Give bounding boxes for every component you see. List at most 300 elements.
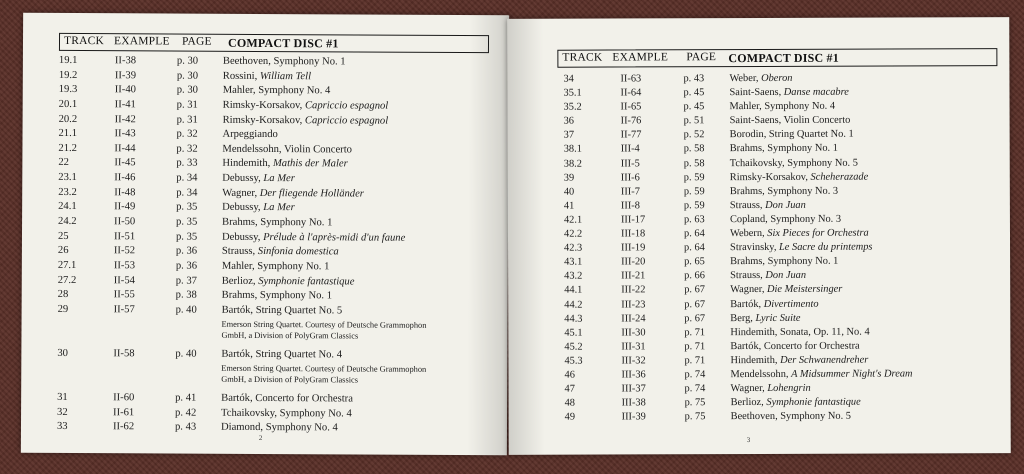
- composer-and-work: Beethoven, Symphony No. 5: [730, 410, 852, 423]
- work-title-italic: Symphonie fantastique: [766, 396, 861, 409]
- page-ref: p. 59: [683, 185, 705, 198]
- table-header: [557, 48, 997, 68]
- example-number: II-55: [113, 289, 135, 301]
- table-row: [564, 284, 1004, 300]
- example-number: II-40: [114, 84, 136, 96]
- page-ref: p. 31: [176, 114, 198, 126]
- example-number: II-77: [620, 129, 642, 141]
- example-number: II-58: [113, 348, 135, 360]
- work-title: [731, 383, 811, 394]
- track-number: 42.3: [564, 242, 583, 254]
- example-number: III-5: [620, 157, 640, 170]
- example-number: III-32: [621, 355, 646, 367]
- track-number: 24.2: [58, 215, 77, 228]
- composer-and-work: Saint-Saens,: [729, 87, 784, 99]
- table-row: [565, 410, 1005, 426]
- composer-and-work: Debussy,: [221, 231, 264, 243]
- track-number: 19.2: [58, 69, 78, 81]
- work-title: [221, 349, 342, 361]
- work-title: [730, 354, 868, 365]
- page-ref: p. 67: [684, 284, 705, 296]
- table-row: [564, 368, 1004, 384]
- work-title: [730, 312, 800, 323]
- example-number: III-20: [621, 256, 646, 268]
- table-row: [564, 199, 1004, 215]
- page-ref: p. 67: [684, 298, 706, 310]
- table-row: [564, 171, 1004, 187]
- work-title: [730, 115, 851, 126]
- page-ref: p. 59: [683, 171, 705, 183]
- composer-and-work: Bartók,: [730, 298, 764, 310]
- work-title: [729, 87, 848, 98]
- composer-and-work: Arpeggiando: [222, 128, 278, 141]
- work-title: [223, 114, 389, 126]
- page-ref: p. 30: [176, 70, 199, 82]
- work-title: [730, 101, 836, 112]
- work-title: [221, 393, 353, 405]
- track-number: 24.1: [58, 201, 77, 213]
- work-title: [222, 144, 352, 156]
- track-number: 32: [57, 406, 68, 418]
- work-title-italic: Oberon: [761, 72, 793, 84]
- example-number: II-52: [113, 245, 136, 257]
- work-title-italic: Symphonie fantastique: [258, 275, 355, 288]
- example-number: III-19: [621, 242, 646, 254]
- work-title-italic: Capriccio espagnol: [304, 114, 389, 127]
- work-title-italic: Danse macabre: [783, 86, 849, 99]
- composer-and-work: Strauss,: [729, 199, 766, 211]
- example-number: II-50: [114, 216, 136, 228]
- example-number: II-54: [113, 274, 135, 286]
- work-title: [730, 200, 806, 211]
- example-number: III-36: [621, 369, 646, 381]
- composer-and-work: Mahler, Symphony No. 1: [221, 260, 330, 273]
- composer-and-work: Rimsky-Korsakov,: [222, 114, 305, 126]
- track-number: 33: [56, 421, 68, 433]
- example-number: II-41: [114, 99, 136, 111]
- example-number: II-63: [620, 73, 642, 85]
- page-ref: p. 52: [683, 129, 705, 141]
- composer-and-work: Mahler, Symphony No. 4: [729, 100, 836, 113]
- page-ref: p. 45: [683, 101, 705, 113]
- track-number: 45.3: [564, 355, 583, 367]
- work-title: [730, 326, 869, 337]
- work-title-italic: Die Meistersinger: [766, 284, 843, 296]
- page-ref: p. 37: [175, 275, 197, 287]
- composer-and-work: Bartók, String Quartet No. 5: [221, 304, 343, 317]
- work-title-italic: Divertimento: [763, 298, 819, 310]
- composer-and-work: Hindemith, Sonata, Op. 11, No. 4: [730, 326, 870, 338]
- track-number: 28: [57, 289, 69, 301]
- composer-and-work: Stravinsky,: [730, 242, 780, 254]
- page-ref: p. 71: [684, 326, 706, 338]
- track-number: 25: [57, 230, 69, 242]
- work-title: [730, 185, 838, 196]
- work-title-italic: Don Juan: [765, 270, 807, 282]
- table-row: [564, 227, 1004, 243]
- composer-and-work: Rimsky-Korsakov,: [729, 171, 811, 183]
- work-title: [222, 261, 330, 273]
- work-title: [223, 100, 389, 112]
- example-number: II-62: [112, 421, 135, 433]
- work-title: [730, 214, 841, 225]
- track-number: 20.1: [58, 98, 78, 110]
- track-number: 44.1: [564, 285, 583, 297]
- table-row: [564, 129, 1004, 145]
- credit-note: Emerson String Quartet. Courtesy of Deutsche Grammophon: [221, 363, 427, 374]
- track-number: 30: [57, 347, 68, 359]
- composer-and-work: Copland, Symphony No. 3: [729, 213, 842, 226]
- page-ref: p. 74: [684, 369, 706, 381]
- page-ref: p. 36: [175, 245, 198, 257]
- table-row: [564, 185, 1004, 201]
- example-number: III-18: [620, 228, 646, 240]
- work-title: [222, 305, 343, 317]
- track-number: 35.1: [563, 87, 582, 99]
- track-number: 34: [563, 73, 574, 85]
- work-title: [222, 129, 277, 140]
- credit-note: GmbH, a Division of PolyGram Classics: [221, 330, 359, 341]
- composer-and-work: Tchaikovsky, Symphony No. 5: [729, 157, 858, 169]
- table-row: [565, 382, 1005, 398]
- track-number: 42.2: [563, 228, 583, 240]
- page-ref: p. 36: [175, 260, 198, 272]
- table-row: [564, 213, 1004, 229]
- page-ref: p. 64: [683, 228, 705, 240]
- work-title: [730, 298, 818, 309]
- page-ref: p. 43: [174, 421, 197, 433]
- work-title: [222, 275, 355, 287]
- example-number: III-23: [621, 298, 646, 310]
- credit-note: Emerson String Quartet. Courtesy of Deutsche Grammophon: [221, 319, 427, 330]
- page-ref: p. 59: [683, 200, 705, 212]
- composer-and-work: Rossini,: [222, 70, 260, 82]
- credit-note: GmbH, a Division of PolyGram Classics: [221, 374, 359, 385]
- example-number: II-43: [114, 128, 136, 140]
- work-title-italic: Don Juan: [765, 199, 806, 211]
- work-title: [730, 242, 872, 253]
- composer-and-work: Diamond, Symphony No. 4: [220, 421, 338, 434]
- track-number: 40: [563, 186, 575, 198]
- right-page: [507, 17, 1011, 455]
- page-ref: p. 33: [176, 158, 198, 170]
- work-title-italic: Der fliegende Holländer: [259, 187, 364, 200]
- work-title: [730, 368, 912, 380]
- page-ref: p. 75: [684, 411, 706, 423]
- composer-and-work: Berg,: [730, 312, 756, 324]
- header-example: EXAMPLE: [612, 51, 669, 64]
- work-title: [222, 290, 332, 302]
- track-number: 31: [57, 391, 68, 403]
- example-number: III-38: [621, 397, 646, 409]
- track-number: 45.2: [564, 341, 583, 353]
- work-title-italic: Capriccio espagnol: [304, 100, 389, 112]
- composer-and-work: Rimsky-Korsakov,: [222, 99, 305, 112]
- header-disc: COMPACT DISC #1: [227, 35, 339, 51]
- composer-and-work: Bartók, Concerto for Orchestra: [221, 392, 353, 405]
- header-page: PAGE: [181, 35, 212, 48]
- composer-and-work: Mahler, Symphony No. 4: [222, 85, 331, 97]
- table-row: [564, 157, 1004, 173]
- work-title-italic: A Midsummer Night's Dream: [791, 368, 913, 380]
- track-number: 23.2: [58, 186, 77, 198]
- composer-and-work: Berlioz,: [730, 397, 767, 409]
- track-number: 47: [564, 383, 575, 395]
- work-title: [730, 129, 854, 140]
- work-title-italic: Lohengrin: [767, 382, 811, 395]
- work-title: [223, 70, 311, 81]
- track-number: 38.2: [563, 158, 582, 170]
- page-ref: p. 35: [175, 231, 198, 243]
- track-number: 38.1: [563, 144, 582, 156]
- table-row: [564, 298, 1004, 314]
- composer-and-work: Brahms, Symphony No. 1: [222, 216, 333, 229]
- page-ref: p. 31: [176, 99, 198, 111]
- table-row: [564, 312, 1004, 328]
- example-number: II-46: [114, 172, 136, 184]
- work-title: [730, 228, 869, 239]
- track-number: 42.1: [563, 214, 583, 226]
- composer-and-work: Bartók, String Quartet No. 4: [221, 348, 343, 361]
- composer-and-work: Saint-Saens, Violin Concerto: [729, 114, 851, 127]
- work-title: [730, 171, 868, 182]
- table-row: [564, 100, 1004, 116]
- table-row: [564, 326, 1004, 342]
- page-ref: p. 35: [176, 201, 198, 214]
- example-number: III-30: [621, 327, 646, 339]
- page-ref: p. 75: [684, 397, 706, 409]
- page-ref: p. 30: [176, 55, 199, 67]
- example-number: II-60: [113, 392, 135, 404]
- page-ref: p. 67: [684, 312, 706, 324]
- work-title-italic: La Mer: [263, 173, 295, 185]
- composer-and-work: Debussy,: [222, 172, 264, 185]
- page-ref: p. 34: [176, 187, 198, 199]
- page-ref: p. 58: [683, 157, 705, 169]
- composer-and-work: Debussy,: [222, 202, 264, 214]
- work-title: [731, 411, 851, 422]
- left-page: [21, 13, 509, 456]
- page-ref: p. 40: [175, 304, 197, 316]
- work-title-italic: La Mer: [263, 202, 295, 214]
- table-row: [565, 396, 1005, 412]
- page-ref: p. 30: [176, 84, 198, 96]
- work-title-italic: Six Pieces for Orchestra: [767, 227, 869, 240]
- table-row: [563, 86, 1003, 102]
- work-title: [222, 158, 347, 170]
- example-number: III-24: [621, 312, 646, 325]
- composer-and-work: Brahms, Symphony No. 1: [221, 290, 333, 302]
- table-row: [564, 241, 1004, 257]
- page-ref: p. 34: [176, 172, 198, 184]
- work-title: [223, 56, 346, 68]
- page-ref: p. 38: [175, 289, 197, 301]
- example-number: II-49: [114, 201, 136, 213]
- page-ref: p. 32: [176, 128, 198, 140]
- example-number: II-57: [113, 304, 135, 316]
- example-number: III-4: [620, 143, 640, 155]
- example-number: II-51: [113, 230, 136, 243]
- track-number: 49: [564, 411, 576, 423]
- table-row: [57, 348, 497, 394]
- page-ref: p. 43: [683, 73, 705, 85]
- track-number: 36: [563, 115, 575, 127]
- page-ref: p. 40: [175, 348, 197, 360]
- page-ref: p. 58: [683, 143, 705, 155]
- page-ref: p. 71: [684, 355, 706, 367]
- track-list: [563, 72, 1004, 426]
- work-title: [222, 173, 295, 184]
- work-title: [730, 340, 859, 351]
- example-number: II-38: [114, 55, 137, 67]
- page-number: 3: [746, 436, 751, 445]
- composer-and-work: Wagner,: [222, 187, 260, 199]
- composer-and-work: Hindemith,: [222, 158, 274, 170]
- page-ref: p. 64: [684, 242, 705, 254]
- page-ref: p. 65: [684, 256, 705, 268]
- table-row: [564, 354, 1004, 370]
- header-page: PAGE: [686, 51, 717, 64]
- page-number: 2: [258, 433, 263, 442]
- track-number: 21.1: [58, 128, 78, 140]
- table-row: [564, 143, 1004, 159]
- example-number: II-45: [114, 157, 136, 169]
- page-ref: p. 71: [684, 340, 706, 353]
- track-number: 37: [563, 130, 575, 142]
- track-number: 41: [563, 200, 575, 212]
- work-title: [730, 270, 806, 281]
- page-ref: p. 35: [176, 216, 198, 228]
- track-number: 22: [58, 157, 69, 169]
- composer-and-work: Brahms, Symphony No. 1: [730, 255, 839, 268]
- header-track: TRACK: [562, 51, 603, 64]
- table-row: [563, 72, 1003, 88]
- track-number: 43.2: [564, 270, 583, 282]
- work-title: [222, 231, 405, 243]
- composer-and-work: Bartók, Concerto for Orchestra: [730, 340, 860, 352]
- page-ref: p. 66: [684, 270, 705, 282]
- composer-and-work: Strauss,: [221, 246, 258, 258]
- table-row: [564, 114, 1004, 130]
- composer-and-work: Berlioz,: [221, 275, 259, 287]
- work-title: [730, 157, 858, 168]
- example-number: II-42: [114, 113, 136, 125]
- track-number: 23.1: [58, 172, 77, 184]
- track-number: 27.1: [57, 259, 77, 271]
- work-title: [223, 85, 331, 97]
- track-number: 48: [564, 397, 575, 409]
- track-number: 44.3: [564, 313, 583, 325]
- composer-and-work: Brahms, Symphony No. 1: [729, 143, 838, 155]
- header-example: EXAMPLE: [113, 35, 170, 48]
- work-title: [731, 397, 861, 408]
- table-row: [57, 304, 497, 350]
- work-title: [222, 202, 295, 213]
- work-title-italic: Lyric Suite: [755, 312, 801, 324]
- track-number: 27.2: [57, 274, 77, 286]
- work-title: [221, 407, 352, 419]
- table-row: [564, 255, 1004, 271]
- example-number: III-39: [621, 411, 646, 423]
- example-number: III-37: [621, 383, 646, 395]
- example-number: II-39: [114, 69, 137, 81]
- work-title: [730, 143, 838, 154]
- work-title: [222, 246, 339, 258]
- page-ref: p. 45: [683, 87, 705, 99]
- track-number: 45.1: [564, 327, 583, 339]
- example-number: II-48: [114, 186, 136, 199]
- composer-and-work: Wagner,: [730, 383, 768, 395]
- page-gutter-shadow: [507, 19, 545, 455]
- table-row: [564, 269, 1004, 285]
- composer-and-work: Strauss,: [730, 270, 766, 282]
- example-number: III-31: [621, 341, 646, 353]
- work-title-italic: Prélude à l'après-midi d'un faune: [263, 231, 406, 244]
- work-title-italic: Der Schwanendreher: [780, 354, 869, 366]
- work-title-italic: Mathis der Maler: [272, 158, 348, 170]
- example-number: III-8: [620, 200, 640, 212]
- track-number: 21.2: [58, 142, 78, 154]
- work-title: [730, 284, 842, 295]
- page-ref: p. 41: [175, 392, 197, 404]
- composer-and-work: Weber,: [729, 72, 762, 85]
- track-number: 46: [564, 369, 575, 381]
- example-number: III-7: [620, 186, 640, 198]
- track-number: 43.1: [564, 256, 583, 268]
- example-number: III-22: [621, 284, 646, 296]
- track-number: 39: [563, 172, 575, 184]
- example-number: II-76: [620, 115, 642, 127]
- page-ref: p. 42: [175, 407, 197, 419]
- composer-and-work: Mendelssohn, Violin Concerto: [222, 143, 353, 156]
- track-list: [57, 55, 499, 438]
- example-number: III-21: [621, 270, 646, 282]
- composer-and-work: Webern,: [729, 228, 768, 240]
- work-title: [221, 422, 338, 434]
- composer-and-work: Beethoven, Symphony No. 1: [222, 55, 346, 68]
- work-title-italic: William Tell: [259, 70, 312, 82]
- table-row: [564, 340, 1004, 356]
- example-number: II-64: [620, 87, 642, 99]
- page-ref: p. 32: [176, 143, 198, 155]
- work-title: [729, 73, 792, 84]
- example-number: II-44: [114, 143, 136, 155]
- example-number: III-17: [620, 214, 646, 226]
- header-disc: COMPACT DISC #1: [728, 50, 839, 66]
- composer-and-work: Borodin, String Quartet No. 1: [729, 129, 854, 141]
- work-title-italic: Scheherazade: [810, 171, 869, 183]
- page-ref: p. 63: [683, 214, 705, 226]
- header-track: TRACK: [63, 34, 105, 48]
- composer-and-work: Wagner,: [730, 284, 768, 296]
- example-number: III-6: [620, 172, 640, 184]
- composer-and-work: Tchaikovsky, Symphony No. 4: [221, 407, 352, 419]
- work-title: [222, 217, 332, 229]
- composer-and-work: Hindemith,: [730, 354, 781, 366]
- table-header: [59, 33, 489, 53]
- track-number: 19.3: [58, 84, 78, 96]
- work-title-italic: Le Sacre du printemps: [779, 241, 873, 254]
- page-ref: p. 51: [683, 115, 705, 127]
- table-row: [57, 421, 497, 438]
- work-title-italic: Sinfonia domestica: [257, 246, 339, 258]
- work-title: [222, 188, 364, 200]
- track-number: 35.2: [563, 101, 582, 113]
- composer-and-work: Mendelssohn,: [730, 368, 792, 381]
- track-number: 26: [57, 245, 69, 257]
- track-number: 20.2: [58, 113, 78, 125]
- track-number: 29: [57, 303, 69, 315]
